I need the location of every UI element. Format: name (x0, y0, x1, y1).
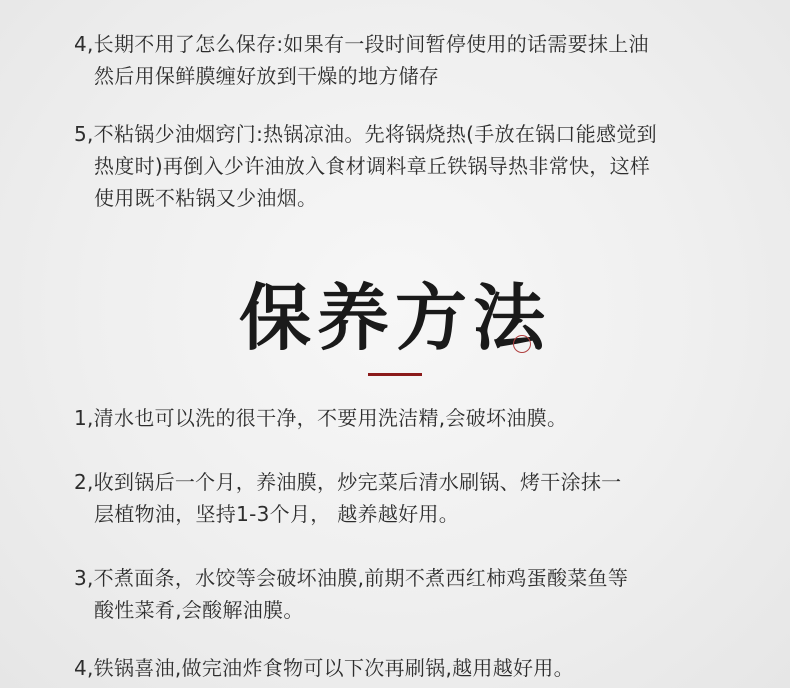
care-tip-storage (74, 28, 714, 92)
method-item-1 (74, 402, 714, 434)
care-tip-less-smoke (74, 118, 714, 214)
method-item-4 (74, 652, 714, 684)
text-line: 热度时)再倒入少许油放入食材调料章丘铁锅导热非常快，这样 (94, 154, 651, 178)
text-line: 3,不煮面条，水饺等会破坏油膜,前期不煮西红柿鸡蛋酸菜鱼等 (74, 566, 629, 590)
title-divider (368, 373, 422, 376)
method-item-2 (74, 466, 714, 530)
text-line: 1,清水也可以洗的很干净，不要用洗洁精,会破坏油膜。 (74, 406, 568, 430)
text-line: 层植物油，坚持1-3个月， 越养越好用。 (94, 502, 460, 526)
section-title: 保养方法 (238, 276, 551, 360)
text-line: 然后用保鲜膜缠好放到干燥的地方储存 (94, 64, 440, 88)
circle-mark-icon (513, 335, 531, 353)
text-line: 酸性菜肴,会酸解油膜。 (94, 598, 304, 622)
text-line: 5,不粘锅少油烟窍门:热锅凉油。先将锅烧热(手放在锅口能感觉到 (74, 122, 657, 146)
text-line: 2,收到锅后一个月，养油膜，炒完菜后清水刷锅、烤干涂抹一 (74, 470, 622, 494)
text-line: 4,铁锅喜油,做完油炸食物可以下次再刷锅,越用越好用。 (74, 656, 574, 680)
method-item-3 (74, 562, 714, 626)
text-line: 使用既不粘锅又少油烟。 (94, 186, 318, 210)
text-line: 4,长期不用了怎么保存:如果有一段时间暂停使用的话需要抹上油 (74, 32, 649, 56)
